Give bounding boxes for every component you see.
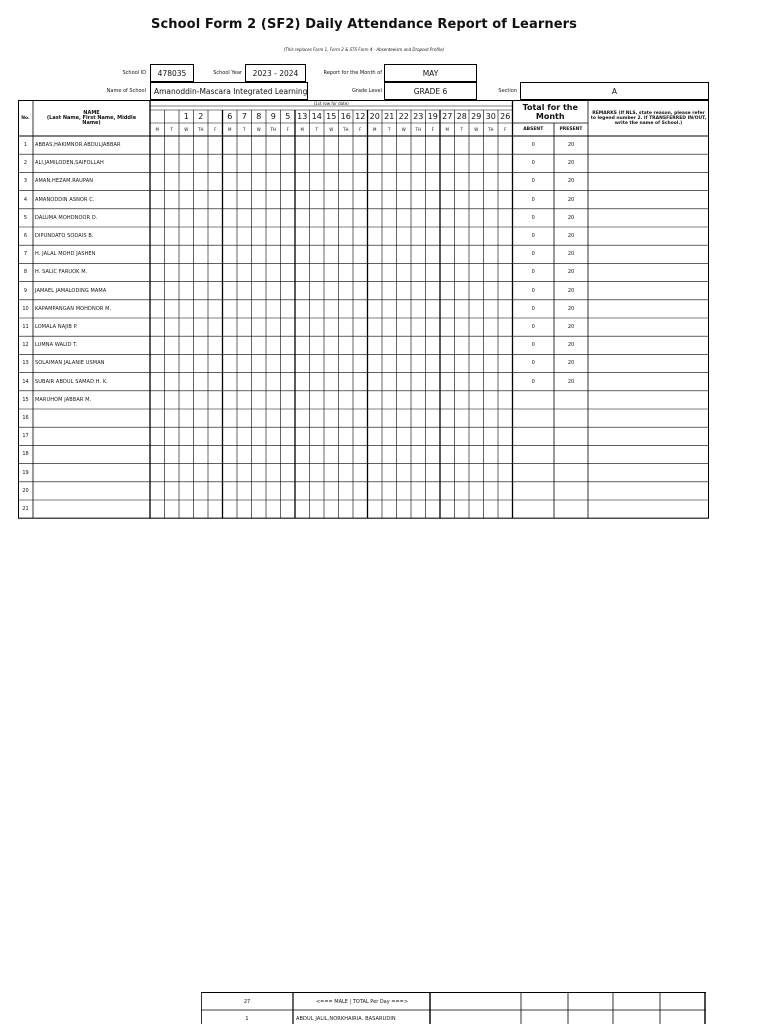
present-count: [554, 482, 588, 500]
attendance-table: [18, 100, 709, 523]
present-count: 20: [567, 305, 575, 312]
school-name-label: Name of School: [106, 88, 146, 94]
learner-name: SUBAIR ABDUL SAMAD H. K.: [35, 378, 108, 385]
row-number: 4: [23, 196, 28, 203]
absent-header: ABSENT: [523, 127, 544, 132]
row-number: 7: [23, 251, 28, 258]
male-total-label: <=== MALE | TOTAL Per Day ===>: [315, 998, 409, 1005]
weekday-header: F: [504, 127, 507, 132]
present-count: 20: [567, 251, 575, 258]
weekday-header: T: [460, 127, 463, 132]
name-header-line: Name): [82, 119, 101, 126]
date-header: 1: [183, 112, 189, 121]
absent-count: 0: [531, 251, 535, 258]
learner-name: [33, 464, 150, 482]
date-header: 13: [297, 112, 308, 121]
section-field[interactable]: A: [520, 82, 709, 100]
weekday-header: T: [170, 127, 173, 132]
date-header: 26: [500, 112, 511, 121]
present-count: 20: [567, 196, 575, 203]
section-label: Section: [498, 88, 517, 94]
date-header: [150, 110, 165, 123]
learner-name: [33, 500, 150, 518]
date-header: 2: [198, 112, 204, 121]
absent-count: 0: [531, 196, 535, 203]
row-number: 14: [22, 378, 29, 385]
date-header: 27: [442, 112, 453, 121]
row-number: 11: [22, 324, 29, 331]
date-header: 22: [398, 112, 409, 121]
date-header: [208, 110, 223, 123]
date-header: 8: [256, 112, 262, 121]
date-header: 12: [355, 112, 366, 121]
absent-count: [513, 409, 555, 427]
learner-name: LOMALA NAJIB P.: [35, 324, 78, 331]
present-count: 20: [567, 214, 575, 221]
absent-count: 0: [531, 269, 535, 276]
learner-name: ABBAS,HAKIMNOR.ABDULJABBAR: [35, 142, 121, 149]
total-header-line: Total for the: [522, 102, 578, 112]
school-year-label: School Year: [213, 70, 242, 76]
name-header-line: NAME: [83, 109, 100, 116]
school-year-field[interactable]: 2023 - 2024: [245, 64, 306, 82]
school-id-label: School ID: [122, 70, 146, 76]
row-number: 5: [23, 214, 28, 221]
school-id-field[interactable]: 478035: [150, 64, 194, 82]
date-header: [165, 110, 180, 123]
present-count: 20: [567, 178, 575, 185]
name-header-line: (Last Name, First Name, Middle: [46, 114, 137, 121]
date-header: 19: [427, 112, 438, 121]
present-count: 20: [567, 233, 575, 240]
form-title: School Form 2 (SF2) Daily Attendance Report of Learners: [151, 17, 577, 32]
absent-count: [513, 427, 555, 445]
present-count: 20: [567, 269, 575, 276]
weekday-header: T: [315, 127, 318, 132]
weekday-header: F: [431, 127, 434, 132]
learner-name: ALI,JAMILODEN,SAIFOLLAH: [35, 160, 104, 167]
learner-name: H. JALAL MOHD JASHEN: [35, 251, 96, 258]
weekday-header: W: [401, 127, 406, 132]
row-number: 3: [23, 178, 28, 185]
school-name-field[interactable]: Amanoddin-Mascara Integrated Learning: [150, 82, 308, 100]
weekday-header: M: [373, 127, 377, 132]
learner-name: ABDUL JALIL,NORKHAIRIA. BASARUDIN: [296, 1015, 396, 1022]
learner-name: LUMNA WALID T.: [35, 342, 78, 349]
absent-count: 0: [531, 360, 535, 367]
weekday-header: W: [329, 127, 334, 132]
absent-count: 0: [531, 214, 535, 221]
learner-name: KAPAMPANGAN MOHDNOR M.: [35, 305, 112, 312]
learner-name: [33, 409, 150, 427]
absent-count: 0: [531, 324, 535, 331]
row-number: 2: [23, 160, 28, 167]
present-count: 20: [567, 160, 575, 167]
date-header: 23: [413, 112, 424, 121]
date-header: 20: [369, 112, 380, 121]
date-header: 29: [471, 112, 482, 121]
date-header: 9: [270, 112, 276, 121]
row-number: 15: [22, 396, 29, 403]
row-number: 1: [23, 142, 28, 149]
present-count: 20: [567, 324, 575, 331]
weekday-header: TH: [415, 127, 421, 132]
learner-name: AMAN,HEZAM.RAUPAN: [35, 178, 94, 185]
present-count: 20: [567, 342, 575, 349]
date-row-note: (1st row for date): [313, 100, 349, 106]
row-number: 17: [22, 433, 29, 440]
row-number: 10: [22, 305, 29, 312]
date-header: 7: [241, 112, 247, 121]
absent-count: [513, 464, 555, 482]
learner-name: MARUHOM JABBAR M.: [35, 396, 92, 403]
date-header: 15: [326, 112, 337, 121]
row-number: 20: [22, 487, 29, 494]
learner-name: JAMAEL JAMALODING MAMA: [35, 287, 107, 294]
total-month-header: [513, 100, 589, 123]
weekday-header: M: [300, 127, 304, 132]
row-number: 8: [23, 269, 28, 276]
weekday-header: W: [474, 127, 479, 132]
no-column-header: No.: [21, 115, 30, 121]
name-column-header: [33, 100, 150, 136]
date-header: 5: [285, 112, 291, 121]
learner-name: DALUMA MOHDNOOR D.: [35, 214, 98, 221]
learner-name: SOLAIMAN JALANIE USMAN: [35, 360, 105, 367]
form-subtitle: (This replaces Form 1, Form 2 & STS Form 4 - Absenteeism and Dropout Profile): [283, 47, 445, 52]
present-count: 20: [567, 360, 575, 367]
present-count: [554, 427, 588, 445]
present-count: [554, 464, 588, 482]
remarks-header: REMARKS (If NLS, state reason, please refer to legend number 2. If TRANSFERRED IN/OUT, write the name of School.): [590, 110, 707, 126]
weekday-header: F: [214, 127, 217, 132]
absent-count: [513, 500, 555, 518]
learner-name: [33, 427, 150, 445]
date-header: 14: [311, 112, 322, 121]
row-number: 16: [22, 415, 29, 422]
learner-name: AMANODDIN ASNOR C.: [35, 196, 95, 203]
absent-count: 0: [531, 233, 535, 240]
weekday-header: F: [359, 127, 362, 132]
present-header: PRESENT: [559, 127, 583, 132]
report-month-field[interactable]: MAY: [384, 64, 477, 82]
row-number: 19: [22, 469, 29, 476]
row-number: 6: [23, 233, 28, 240]
grade-level-field[interactable]: GRADE 6: [384, 82, 477, 100]
learner-name: [33, 482, 150, 500]
absent-count: 0: [531, 305, 535, 312]
present-count: [554, 445, 588, 463]
summary-row-no: 27: [243, 998, 251, 1005]
absent-count: [513, 482, 555, 500]
row-number: 21: [22, 506, 29, 513]
learner-name: [33, 445, 150, 463]
weekday-header: TH: [270, 127, 276, 132]
row-number: 13: [22, 360, 29, 367]
row-number: 18: [22, 451, 29, 458]
present-count: [554, 500, 588, 518]
weekday-header: TH: [488, 127, 494, 132]
weekday-header: F: [286, 127, 289, 132]
row-number: 9: [23, 287, 28, 294]
present-count: 20: [567, 287, 575, 294]
absent-count: 0: [531, 342, 535, 349]
total-header-line: Month: [535, 111, 565, 121]
present-count: [554, 391, 588, 409]
learner-name: DIPUNDATO SODAIS B.: [35, 233, 94, 240]
weekday-header: T: [388, 127, 391, 132]
date-header: 28: [456, 112, 467, 121]
grade-level-label: Grade Level: [351, 88, 382, 94]
absent-count: 0: [531, 178, 535, 185]
date-header: 30: [485, 112, 496, 121]
weekday-header: T: [243, 127, 246, 132]
absent-count: 0: [531, 142, 535, 149]
absent-count: [513, 445, 555, 463]
absent-count: 0: [531, 378, 535, 385]
summary-row-no: 1: [245, 1015, 249, 1022]
weekday-header: W: [184, 127, 189, 132]
report-month-label: Report for the Month of: [323, 70, 382, 76]
absent-count: [513, 391, 555, 409]
weekday-header: M: [445, 127, 449, 132]
present-count: [554, 409, 588, 427]
learner-name: H. SALIC FARUOK M.: [35, 269, 88, 276]
weekday-header: W: [256, 127, 261, 132]
present-count: 20: [567, 142, 575, 149]
row-number: 12: [22, 342, 29, 349]
weekday-header: M: [155, 127, 159, 132]
absent-count: 0: [531, 287, 535, 294]
absent-count: 0: [531, 160, 535, 167]
weekday-header: M: [228, 127, 232, 132]
weekday-header: TH: [198, 127, 204, 132]
date-header: 16: [340, 112, 351, 121]
present-count: 20: [567, 378, 575, 385]
date-header: 21: [384, 112, 395, 121]
summary-table: [201, 992, 706, 1024]
weekday-header: TH: [343, 127, 349, 132]
date-header: 6: [227, 112, 233, 121]
